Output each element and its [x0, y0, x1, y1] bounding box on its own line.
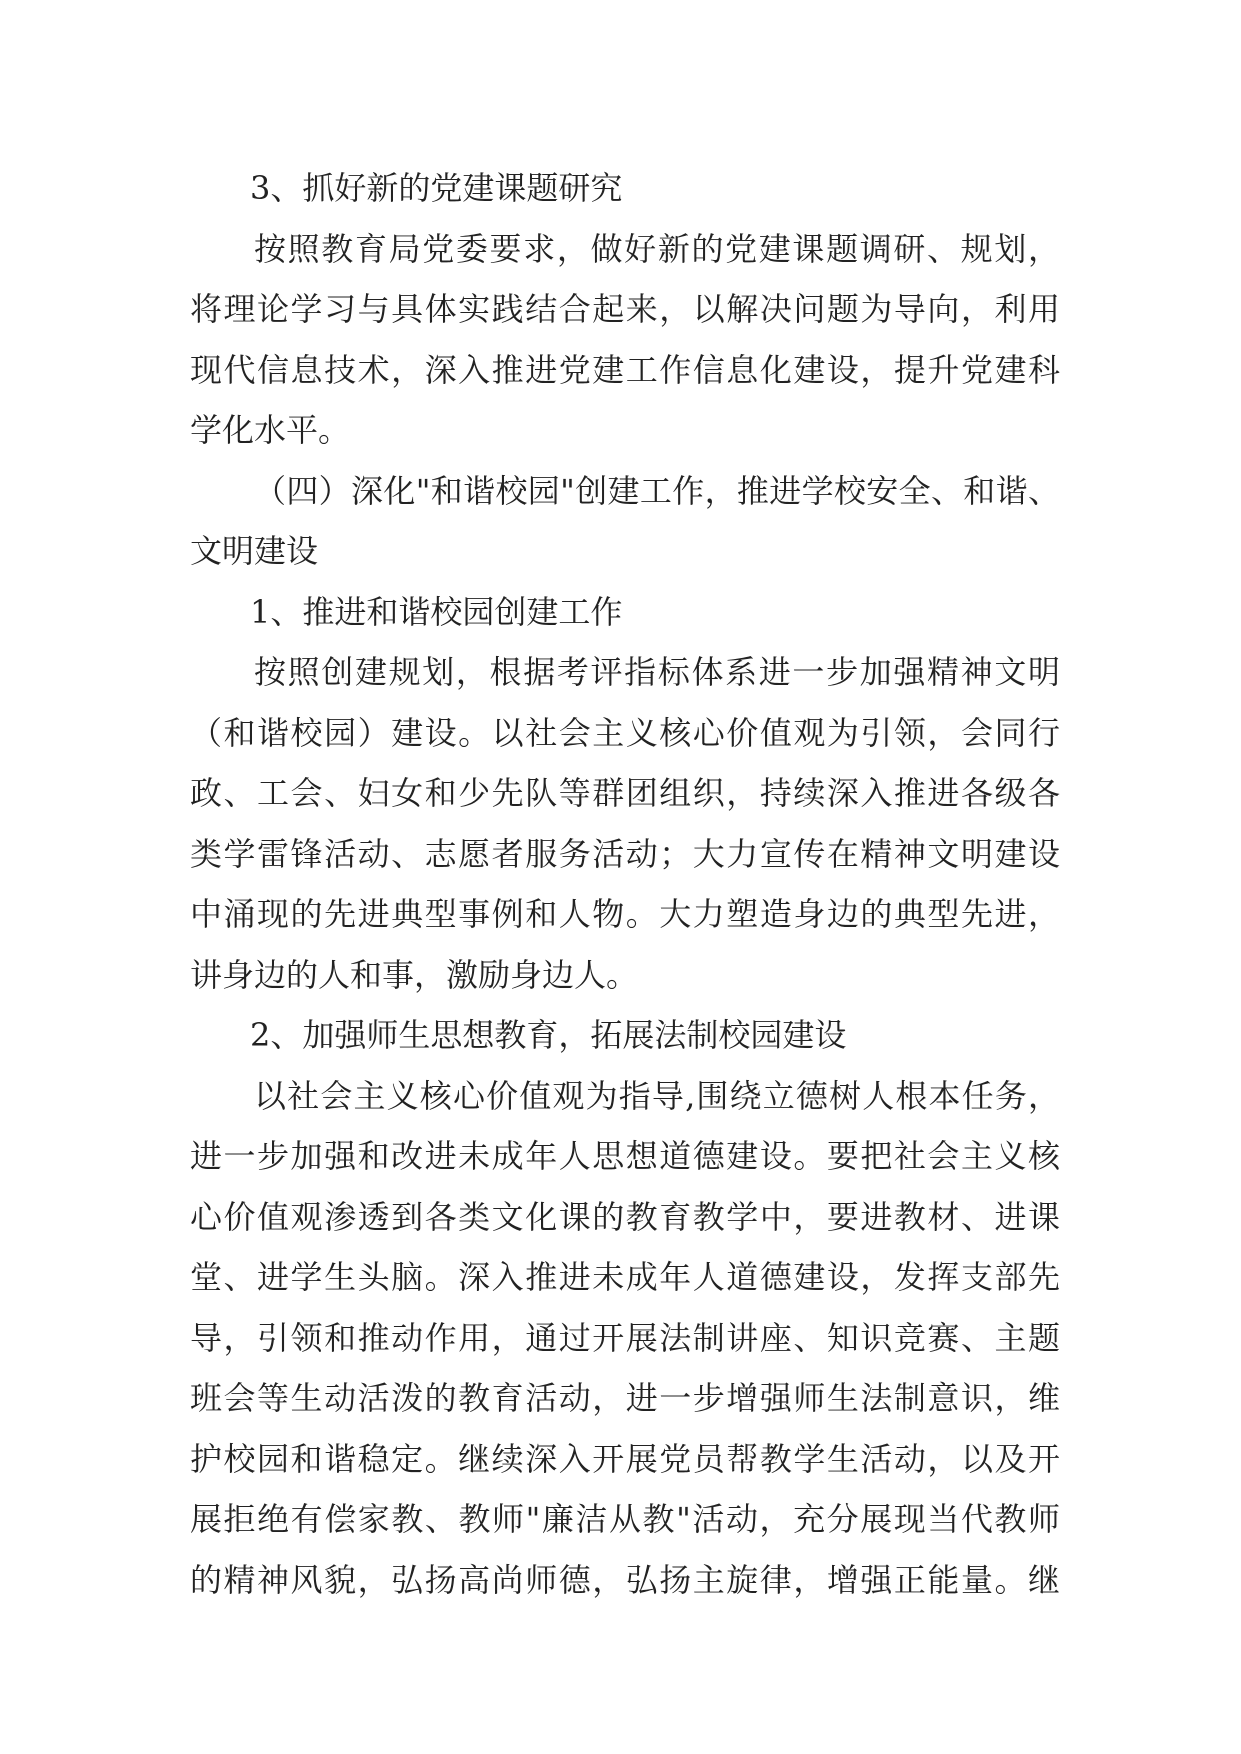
- section-heading-3: 3、抓好新的党建课题研究: [250, 169, 623, 207]
- paragraph-line: 按照教育局党委要求，做好新的党建课题调研、规划，: [254, 229, 1060, 268]
- paragraph-line: 心价值观渗透到各类文化课的教育教学中，要进教材、进课: [190, 1197, 1060, 1236]
- paragraph-line: 堂、进学生头脑。深入推进未成年人道德建设，发挥支部先: [190, 1258, 1060, 1296]
- paragraph-line: （和谐校园）建设。以社会主义核心价值观为引领，会同行: [190, 713, 1060, 752]
- section-heading-4-cont: 文明建设: [190, 532, 319, 570]
- section-heading-1: 1、推进和谐校园创建工作: [250, 592, 623, 631]
- section-heading-2: 2、加强师生思想教育，拓展法制校园建设: [250, 1016, 847, 1054]
- paragraph-line: 学化水平。: [190, 411, 351, 449]
- paragraph-line: 中涌现的先进典型事例和人物。大力塑造身边的典型先进，: [190, 895, 1060, 933]
- paragraph-line: 展拒绝有偿家教、教师"廉洁从教"活动，充分展现当代教师: [190, 1500, 1060, 1538]
- paragraph-line: 政、工会、妇女和少先队等群团组织，持续深入推进各级各: [190, 774, 1060, 812]
- paragraph-line: 类学雷锋活动、志愿者服务活动；大力宣传在精神文明建设: [190, 834, 1060, 873]
- paragraph-line: 班会等生动活泼的教育活动，进一步增强师生法制意识，维: [190, 1379, 1060, 1417]
- paragraph-line: 的精神风貌，弘扬高尚师德，弘扬主旋律，增强正能量。继: [190, 1560, 1060, 1599]
- paragraph-line: 将理论学习与具体实践结合起来，以解决问题为导向，利用: [190, 290, 1060, 328]
- paragraph-line: 现代信息技术，深入推进党建工作信息化建设，提升党建科: [190, 350, 1060, 389]
- document-body: [190, 158, 1060, 1610]
- paragraph-line: 按照创建规划，根据考评指标体系进一步加强精神文明: [254, 653, 1060, 691]
- paragraph-line: 导，引领和推动作用，通过开展法制讲座、知识竞赛、主题: [190, 1318, 1060, 1357]
- paragraph-line: 讲身边的人和事，激励身边人。: [190, 955, 639, 994]
- paragraph-line: 护校园和谐稳定。继续深入开展党员帮教学生活动，以及开: [190, 1439, 1060, 1478]
- section-heading-4: （四）深化"和谐校园"创建工作，推进学校安全、和谐、: [254, 471, 1060, 510]
- paragraph-line: 以社会主义核心价值观为指导,围绕立德树人根本任务，: [254, 1076, 1060, 1115]
- paragraph-line: 进一步加强和改进未成年人思想道德建设。要把社会主义核: [190, 1137, 1060, 1175]
